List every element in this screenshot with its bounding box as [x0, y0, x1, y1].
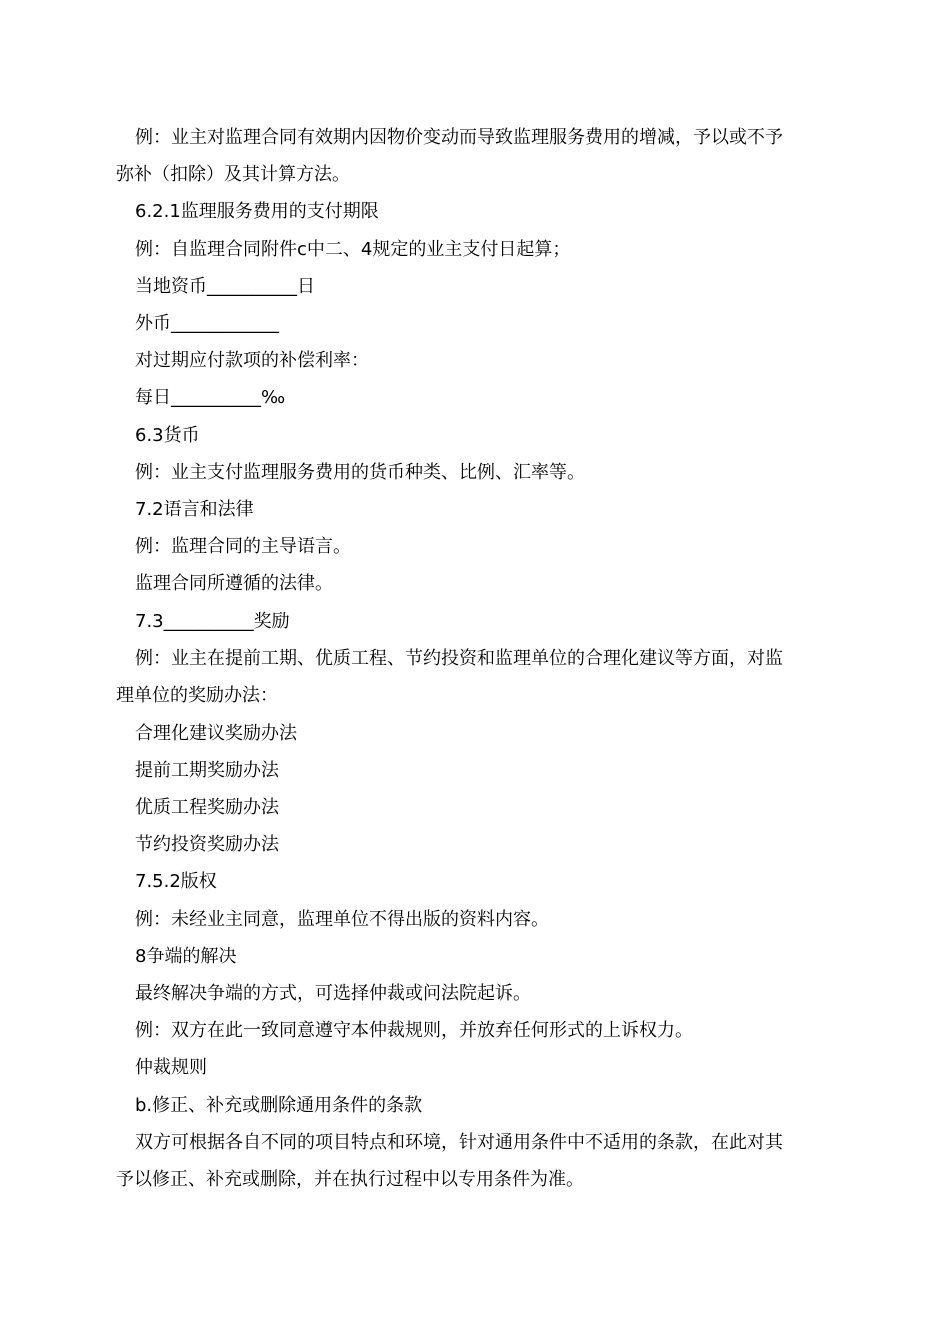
- section-heading: 6.2.1监理服务费用的支付期限: [135, 201, 379, 222]
- paragraph-line: 例：业主对监理合同有效期内因物价变动而导致监理服务费用的增减，予以或不予: [135, 127, 783, 148]
- section-heading: b.修正、补充或删除通用条件的条款: [135, 1095, 423, 1116]
- paragraph-line: 例：监理合同的主导语言。: [135, 536, 351, 557]
- list-item: 优质工程奖励办法: [135, 797, 279, 818]
- paragraph-line: 最终解决争端的方式，可选择仲裁或问法院起诉。: [135, 983, 531, 1004]
- list-item: 节约投资奖励办法: [135, 834, 279, 855]
- paragraph-line: 例：双方在此一致同意遵守本仲裁规则，并放弃任何形式的上诉权力。: [135, 1020, 693, 1041]
- paragraph-line: 例：未经业主同意，监理单位不得出版的资料内容。: [135, 909, 549, 930]
- paragraph-line: 例：业主支付监理服务费用的货币种类、比例、汇率等。: [135, 462, 585, 483]
- paragraph-line: 双方可根据各自不同的项目特点和环境，针对通用条件中不适用的条款，在此对其: [135, 1132, 783, 1153]
- fill-in-line: 当地资币__________日: [135, 276, 315, 297]
- paragraph-line: 予以修正、补充或删除，并在执行过程中以专用条件为准。: [116, 1169, 584, 1190]
- fill-in-line: 外币____________: [135, 313, 279, 334]
- paragraph-line: 仲裁规则: [135, 1057, 207, 1078]
- fill-in-line: 每日__________‰: [135, 387, 286, 408]
- paragraph-line: 例：业主在提前工期、优质工程、节约投资和监理单位的合理化建议等方面，对监: [135, 648, 783, 669]
- section-heading: 8争端的解决: [135, 946, 237, 967]
- paragraph-line: 对过期应付款项的补偿利率：: [135, 350, 369, 371]
- paragraph-line: 弥补（扣除）及其计算方法。: [116, 164, 350, 185]
- list-item: 提前工期奖励办法: [135, 760, 279, 781]
- paragraph-line: 例：自监理合同附件c中二、4规定的业主支付日起算；: [135, 239, 571, 260]
- section-heading: 6.3货币: [135, 425, 200, 446]
- section-heading: 7.3__________奖励: [135, 611, 290, 632]
- section-heading: 7.5.2版权: [135, 871, 217, 892]
- paragraph-line: 监理合同所遵循的法律。: [135, 573, 333, 594]
- section-heading: 7.2语言和法律: [135, 499, 254, 520]
- paragraph-line: 理单位的奖励办法：: [116, 685, 278, 706]
- list-item: 合理化建议奖励办法: [135, 723, 297, 744]
